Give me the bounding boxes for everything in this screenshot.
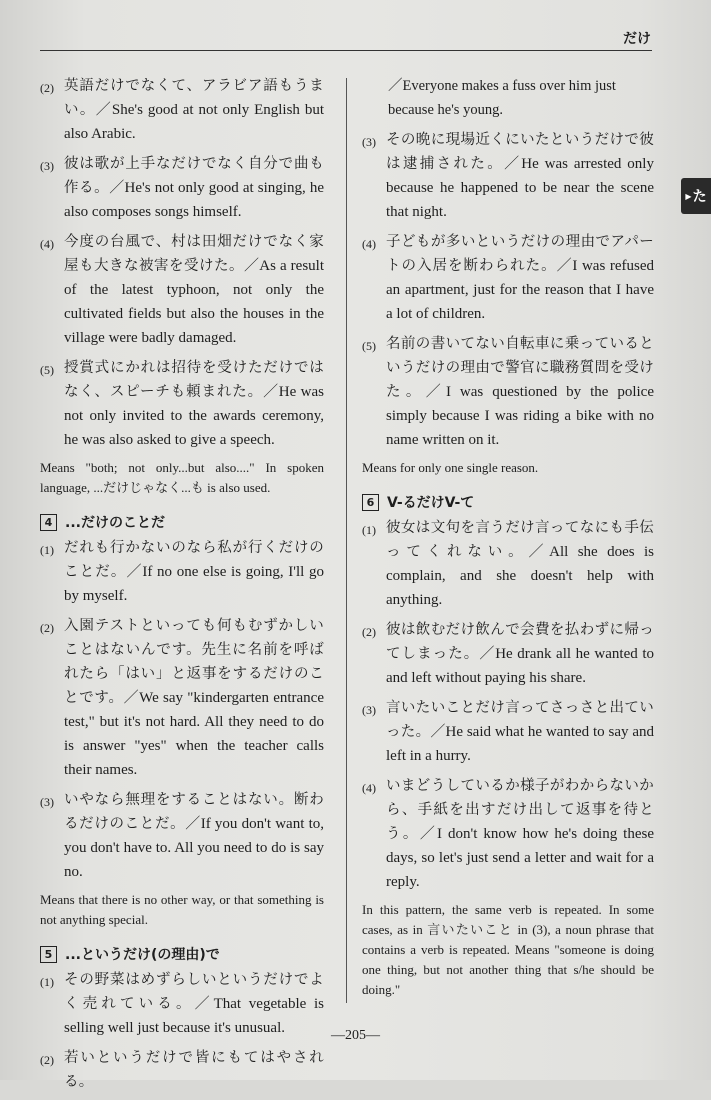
example-japanese: 子どもが多いというだけの理由でアパートの入居を断わられた。 <box>386 234 654 274</box>
example-number: (4) <box>362 781 376 795</box>
section-heading <box>40 512 324 532</box>
example-english: ／He's not only good at singing, he also composes songs himself. <box>64 180 324 220</box>
example-japanese: 今度の台風で、村は田畑だけでなく家屋も大きな被害を受けた。 <box>64 234 324 274</box>
example-japanese: 入園テストといっても何もむずかしいことはないんです。先生に名前を呼ばれたら「はい」と返事をするだけのことです。 <box>64 618 324 706</box>
section-title: ...だけのことだ <box>65 515 165 531</box>
example-number: (2) <box>40 1053 54 1067</box>
example-japanese: 英語だけでなくて、アラビア語もうまい。 <box>64 78 324 118</box>
example-japanese: 言いたいことだけ言ってさっさと出ていった。 <box>386 700 654 740</box>
example-english: ／I was questioned by the police simply because I was riding a bike with no name written on it. <box>386 384 654 448</box>
example-english: ／He was not only invited to the awards ceremony, he was also asked to give a speech. <box>64 384 324 448</box>
example-item <box>362 332 654 452</box>
example-number: (2) <box>40 621 54 635</box>
section-heading <box>362 492 654 512</box>
example-item <box>40 152 324 224</box>
right-column <box>362 74 654 1014</box>
example-english: ／He was arrested only because he happened to be near the scene that night. <box>386 156 654 220</box>
example-number: (5) <box>362 339 376 353</box>
header-rule <box>40 50 652 51</box>
example-english: ／He drank all he wanted to and left without paying his share. <box>386 646 655 686</box>
triangle-icon: ▶ <box>685 191 692 201</box>
example-english-continued: ／Everyone makes a fuss over him just because he's young. <box>388 78 616 118</box>
example-item <box>362 230 654 326</box>
example-item <box>362 618 654 690</box>
example-japanese: 授賞式にかれは招待を受けただけではなく、スピーチも頼まれた。 <box>64 360 324 400</box>
example-english: ／She's good at not only English but also Arabic. <box>64 102 325 142</box>
example-english: ／He said what he wanted to say and left in a hurry. <box>386 724 654 764</box>
section-number-box: 6 <box>362 494 379 511</box>
example-number: (1) <box>40 975 54 989</box>
example-japanese: 名前の書いてない自転車に乗っているというだけの理由で警官に職務質問を受けた。 <box>386 336 654 400</box>
page-number: —205— <box>331 1028 380 1043</box>
example-number: (2) <box>362 625 376 639</box>
example-item <box>40 230 324 350</box>
example-japanese: だれも行かないのなら私が行くだけのことだ。 <box>64 540 324 580</box>
example-english: ／We say "kindergarten entrance test," but it's not hard. All they need to do is answer "yes" when the teacher calls their names. <box>64 690 324 778</box>
example-number: (3) <box>362 135 376 149</box>
example-english: ／As a result of the latest typhoon, not only the cultivated fields but also the houses in the village were badly damaged. <box>64 258 324 346</box>
example-number: (2) <box>40 81 54 95</box>
example-english: ／If you don't want to, you don't have to. All you need to do is say no. <box>64 816 324 880</box>
thumb-index-tab <box>681 178 711 214</box>
example-english: ／I don't know how he's doing these days, so let's just send a letter and wait for a reply. <box>386 826 655 890</box>
example-english: ／I was refused an apartment, just for the reason that I have a lot of children. <box>386 258 655 322</box>
example-item <box>40 614 324 782</box>
thumb-index-label: た <box>692 189 707 205</box>
example-number: (1) <box>362 523 376 537</box>
example-japanese: 彼は飲むだけ飲んで会費を払わずに帰ってしまった。 <box>386 622 654 662</box>
example-japanese: いやなら無理をすることはない。断わるだけのことだ。 <box>64 792 324 832</box>
example-item <box>362 516 654 612</box>
example-number: (1) <box>40 543 54 557</box>
usage-note: In this pattern, the same verb is repeated. In some cases, as in 言いたいこと in (3), a noun phrase that contains a verb is repeated. Means "someone is doing one thing, but not another thing that s/he should be doing." <box>362 902 654 997</box>
running-header: だけ <box>623 31 651 47</box>
example-japanese: 彼女は文句を言うだけ言ってなにも手伝ってくれない。 <box>386 520 654 560</box>
example-english: ／If no one else is going, I'll go by myself. <box>64 564 324 604</box>
example-item <box>40 788 324 884</box>
example-number: (5) <box>40 363 54 377</box>
example-japanese: 若いというだけで皆にもてはやされる。 <box>64 1050 324 1090</box>
example-number: (3) <box>40 159 54 173</box>
example-japanese: その野菜はめずらしいというだけでよく売れている。 <box>64 972 324 1012</box>
section-number-box: 5 <box>40 946 57 963</box>
example-english: ／That vegetable is selling well just because it's unusual. <box>64 996 324 1036</box>
section-title: V-るだけV-て <box>387 495 475 511</box>
example-item <box>40 356 324 452</box>
example-item <box>362 128 654 224</box>
left-column <box>40 74 324 1100</box>
example-item <box>40 1046 324 1094</box>
example-item <box>362 774 654 894</box>
example-number: (4) <box>40 237 54 251</box>
section-number-box: 4 <box>40 514 57 531</box>
example-japanese: その晩に現場近くにいたというだけで彼は逮捕された。 <box>386 132 654 172</box>
example-item <box>362 696 654 768</box>
example-english: ／All she does is complain, and she doesn't help with anything. <box>386 544 654 608</box>
example-item <box>40 536 324 608</box>
usage-note: Means for only one single reason. <box>362 460 539 475</box>
example-number: (3) <box>362 703 376 717</box>
example-japanese: いまどうしているか様子がわからないから、手紙を出すだけ出して返事を待とう。 <box>386 778 654 842</box>
example-number: (3) <box>40 795 54 809</box>
example-item <box>40 74 324 146</box>
example-japanese: 彼は歌が上手なだけでなく自分で曲も作る。 <box>64 156 324 196</box>
column-divider <box>346 78 347 1003</box>
section-heading <box>40 944 324 964</box>
usage-note: Means that there is no other way, or that something is not anything special. <box>40 892 324 927</box>
example-number: (4) <box>362 237 376 251</box>
section-title: ...というだけ(の理由)で <box>65 947 220 963</box>
usage-note: Means "both; not only...but also...." In spoken language, ...だけじゃなく...も is also used. <box>40 460 324 495</box>
